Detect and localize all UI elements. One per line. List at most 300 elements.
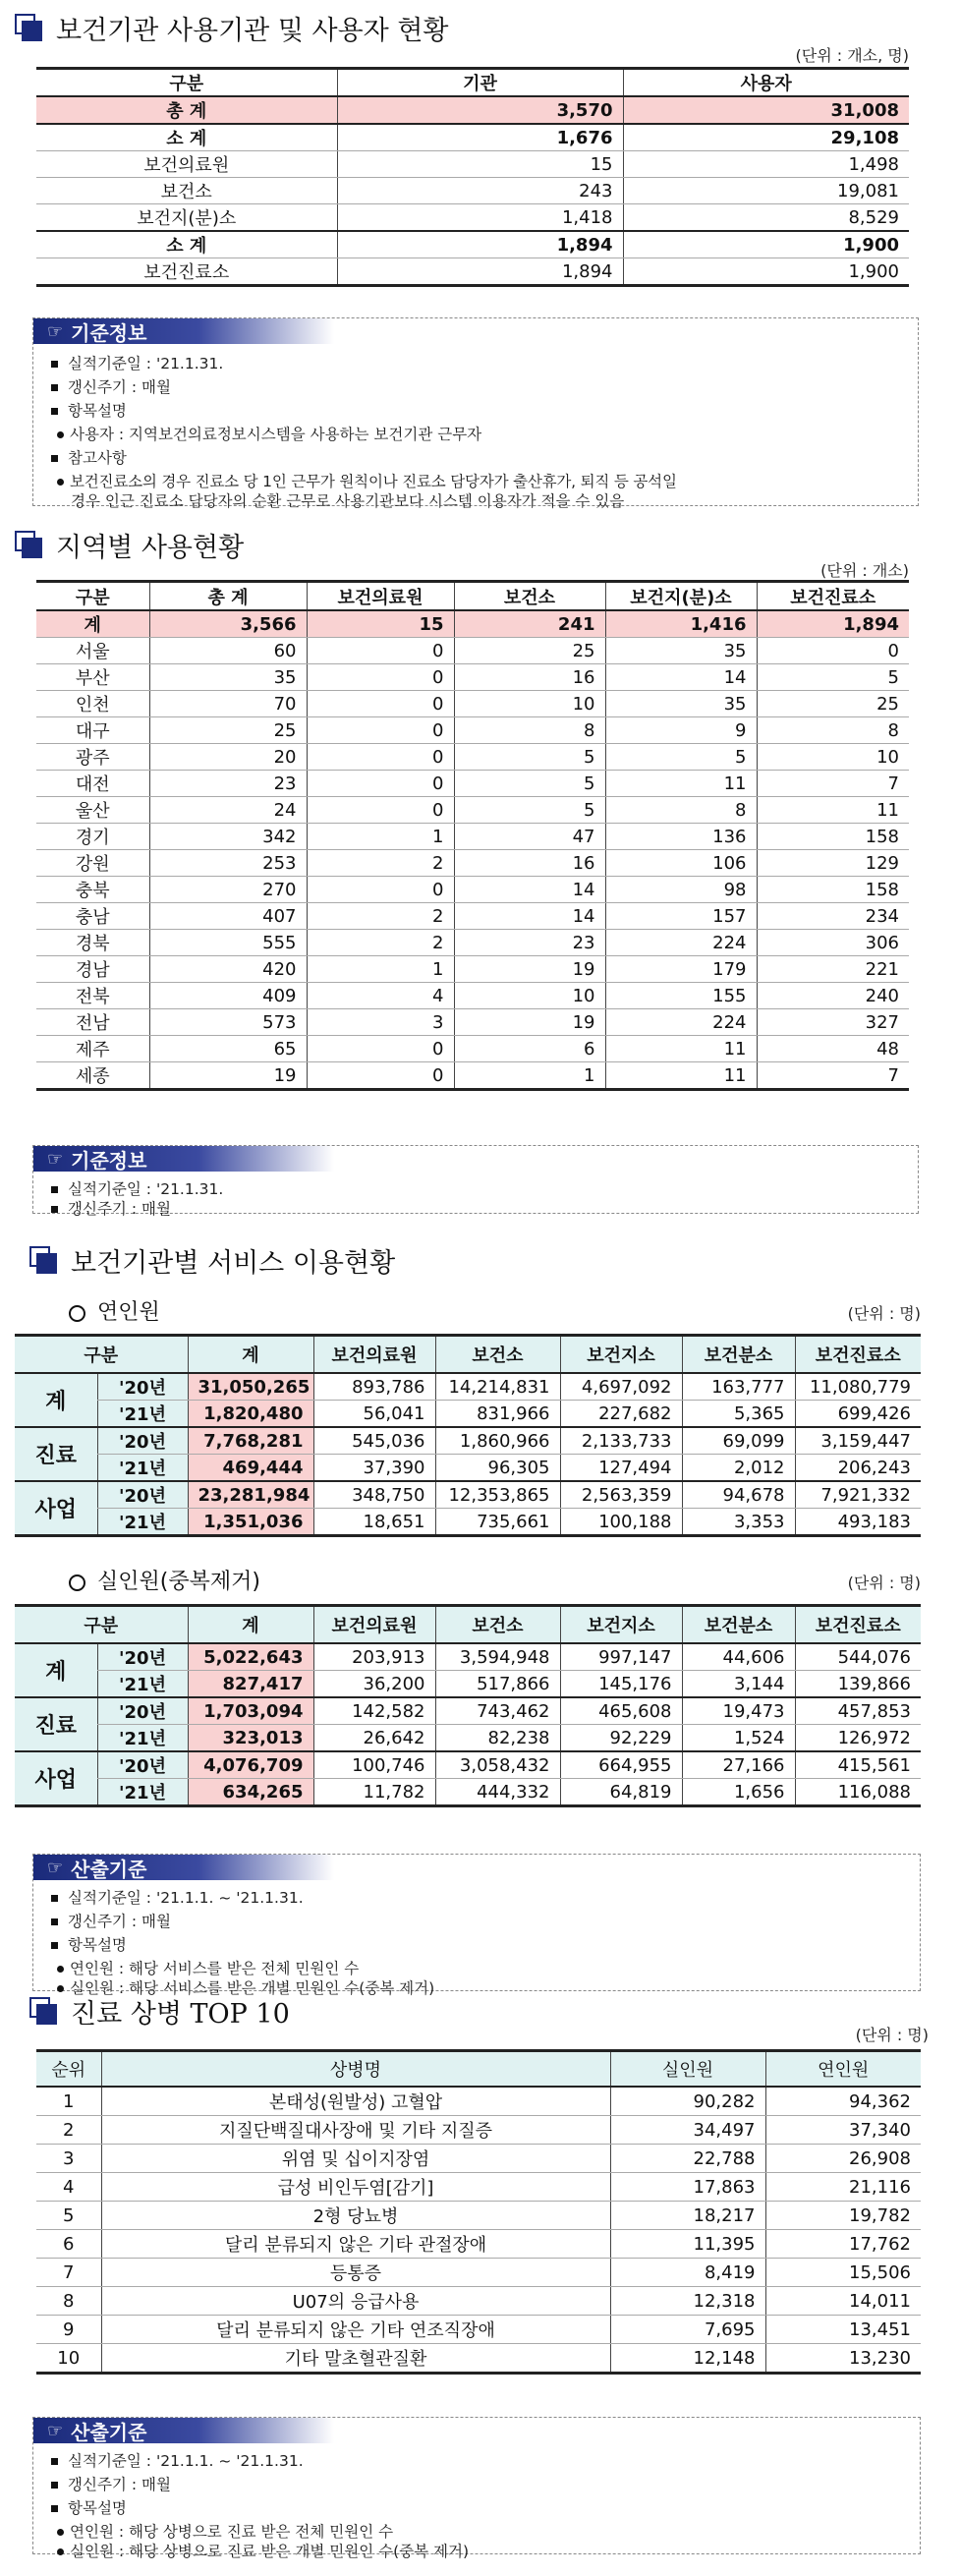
cell: 100,188	[560, 1509, 682, 1536]
cell: 0	[307, 771, 454, 797]
cell: 129	[757, 850, 909, 877]
cell: 12,318	[610, 2287, 765, 2316]
col-header: 보건소	[454, 582, 605, 611]
total-cell: 4,076,709	[188, 1751, 313, 1779]
cell: 158	[757, 877, 909, 903]
diagnosis-name: 등통증	[101, 2259, 610, 2287]
table-row	[36, 664, 909, 691]
service-usage-unique-table	[15, 1604, 921, 1807]
cell: 48	[757, 1036, 909, 1062]
year-label: '20년	[97, 1427, 188, 1455]
total-cell: 23,281,984	[188, 1481, 313, 1509]
year-label: '21년	[97, 1455, 188, 1482]
cell: 19	[454, 1009, 605, 1036]
cell: 2,133,733	[560, 1427, 682, 1455]
table-row	[15, 1481, 921, 1509]
cell: 92,229	[560, 1725, 682, 1752]
cell: 18,651	[313, 1509, 435, 1536]
unit-label: (단위 : 개소)	[820, 561, 909, 580]
cell: 139,866	[795, 1671, 921, 1698]
cell: 831,966	[435, 1401, 560, 1428]
cell: 1	[307, 824, 454, 850]
info-box-title: 기준정보	[71, 1148, 147, 1173]
cell: 11	[605, 1036, 757, 1062]
cell: 203,913	[313, 1643, 435, 1671]
col-header: 실인원	[610, 2051, 765, 2088]
cell: 116,088	[795, 1779, 921, 1806]
year-label: '21년	[97, 1779, 188, 1806]
cell: 2	[307, 930, 454, 956]
cell: 5,365	[682, 1401, 795, 1428]
circle-icon	[69, 1305, 85, 1322]
cell: 10	[454, 983, 605, 1009]
cell: 1,656	[682, 1779, 795, 1806]
cell: 12,353,865	[435, 1481, 560, 1509]
cell: 544,076	[795, 1643, 921, 1671]
cell: 735,661	[435, 1509, 560, 1536]
cell: 98	[605, 877, 757, 903]
table-row	[36, 824, 909, 850]
info-line: 실인원 : 해당 서비스를 받은 개별 민원인 수(중복 제거)	[57, 1976, 434, 1998]
cell: 23	[454, 930, 605, 956]
cell: 2,563,359	[560, 1481, 682, 1509]
row-label: 보건지(분)소	[36, 204, 337, 232]
cell: 664,955	[560, 1751, 682, 1779]
regional-usage-table	[36, 580, 909, 1091]
cell: 4	[307, 983, 454, 1009]
cell: 206,243	[795, 1455, 921, 1482]
cell: 3	[307, 1009, 454, 1036]
cell: 145,176	[560, 1671, 682, 1698]
col-header: 기관	[337, 69, 623, 97]
cell: 94,678	[682, 1481, 795, 1509]
cell: 19,081	[623, 178, 909, 204]
rank-cell: 4	[36, 2173, 101, 2202]
cell: 1,524	[682, 1725, 795, 1752]
cell: 3,144	[682, 1671, 795, 1698]
table-row	[36, 2173, 921, 2202]
cell: 82,238	[435, 1725, 560, 1752]
row-label: 총 계	[36, 96, 337, 124]
col-header: 계	[188, 1606, 313, 1644]
cell: 56,041	[313, 1401, 435, 1428]
col-header: 보건진료소	[795, 1336, 921, 1374]
total-cell: 1,820,480	[188, 1401, 313, 1428]
table-row	[36, 96, 909, 124]
info-box-header	[33, 318, 334, 344]
diagnosis-name: 위염 및 십이지장염	[101, 2145, 610, 2173]
cell: 11,782	[313, 1779, 435, 1806]
cell: 10	[454, 691, 605, 717]
table-row	[36, 2087, 921, 2116]
cell: 14	[454, 877, 605, 903]
cell: 1,498	[623, 151, 909, 178]
cell: 6	[454, 1036, 605, 1062]
row-label: 강원	[36, 850, 149, 877]
cell: 12,148	[610, 2344, 765, 2374]
col-header: 연인원	[765, 2051, 921, 2088]
cell: 9	[605, 717, 757, 744]
row-label: 전북	[36, 983, 149, 1009]
info-line: 항목설명	[51, 2496, 127, 2518]
table-row	[36, 1062, 909, 1090]
row-label: 소 계	[36, 231, 337, 258]
cell: 29,108	[623, 124, 909, 151]
table-row	[15, 1779, 921, 1806]
table-row	[36, 124, 909, 151]
unit-label: (단위 : 명)	[855, 2026, 929, 2044]
total-cell: 31,050,265	[188, 1373, 313, 1401]
table-header-row	[15, 1606, 921, 1644]
info-box-header	[33, 1855, 334, 1880]
diagnosis-name: 달리 분류되지 않은 기타 관절장애	[101, 2230, 610, 2259]
table-row	[36, 877, 909, 903]
row-label: 울산	[36, 797, 149, 824]
cell: 21,116	[765, 2173, 921, 2202]
cell: 2	[307, 850, 454, 877]
year-label: '20년	[97, 1697, 188, 1725]
cell: 5	[605, 744, 757, 771]
diagnosis-name: 지질단백질대사장애 및 기타 지질증	[101, 2116, 610, 2145]
col-header: 보건진료소	[757, 582, 909, 611]
table-row	[15, 1373, 921, 1401]
cell: 1,416	[605, 610, 757, 638]
cell: 37,390	[313, 1455, 435, 1482]
diagnosis-name: 본태성(원발성) 고혈압	[101, 2087, 610, 2116]
cell: 5	[454, 744, 605, 771]
section-marker-icon	[15, 14, 42, 41]
table-row	[36, 930, 909, 956]
col-header: 보건분소	[682, 1606, 795, 1644]
row-label: 제주	[36, 1036, 149, 1062]
cell: 11	[757, 797, 909, 824]
pointing-hand-icon: ☞	[47, 1857, 64, 1878]
table-row	[36, 2316, 921, 2344]
cell: 90,282	[610, 2087, 765, 2116]
table-row	[15, 1401, 921, 1428]
table-row	[36, 2259, 921, 2287]
table-row	[36, 956, 909, 983]
year-label: '20년	[97, 1481, 188, 1509]
cell: 743,462	[435, 1697, 560, 1725]
row-label: 부산	[36, 664, 149, 691]
cell: 3,058,432	[435, 1751, 560, 1779]
cell: 997,147	[560, 1643, 682, 1671]
info-box-title: 산출기준	[71, 2420, 147, 2444]
cell: 7,921,332	[795, 1481, 921, 1509]
total-cell: 1,351,036	[188, 1509, 313, 1536]
diagnosis-name: 2형 당뇨병	[101, 2202, 610, 2230]
table-row	[36, 2116, 921, 2145]
cell: 34,497	[610, 2116, 765, 2145]
cell: 5	[454, 771, 605, 797]
table-row	[36, 231, 909, 258]
col-header: 보건지소	[560, 1336, 682, 1374]
cell: 0	[307, 1062, 454, 1090]
cell: 1,894	[757, 610, 909, 638]
col-header: 보건지소	[560, 1606, 682, 1644]
cell: 8	[454, 717, 605, 744]
row-label: 보건소	[36, 178, 337, 204]
cell: 4,697,092	[560, 1373, 682, 1401]
group-label: 사업	[15, 1751, 97, 1806]
table-row	[36, 903, 909, 930]
cell: 22,788	[610, 2145, 765, 2173]
col-header: 총 계	[149, 582, 307, 611]
row-label: 광주	[36, 744, 149, 771]
section-title-2	[15, 525, 244, 564]
cell: 8	[605, 797, 757, 824]
cell: 3,566	[149, 610, 307, 638]
table-row	[15, 1455, 921, 1482]
rank-cell: 3	[36, 2145, 101, 2173]
cell: 243	[337, 178, 623, 204]
cell: 240	[757, 983, 909, 1009]
subtitle-silinwon: 실인원(중복제거)	[69, 1565, 260, 1595]
diagnosis-top10-body	[36, 2087, 921, 2374]
cell: 1,900	[623, 258, 909, 286]
cell: 19,473	[682, 1697, 795, 1725]
cell: 23	[149, 771, 307, 797]
year-label: '21년	[97, 1509, 188, 1536]
cell: 64,819	[560, 1779, 682, 1806]
diagnosis-name: 달리 분류되지 않은 기타 연조직장애	[101, 2316, 610, 2344]
cell: 136	[605, 824, 757, 850]
cell: 15	[337, 151, 623, 178]
section-title-text: 보건기관 사용기관 및 사용자 현황	[56, 15, 449, 46]
year-label: '20년	[97, 1751, 188, 1779]
cell: 0	[307, 877, 454, 903]
info-line: 연인원 : 해당 상병으로 진료 받은 전체 민원인 수	[57, 2520, 393, 2542]
table-row	[36, 151, 909, 178]
service-usage-total-body	[15, 1373, 921, 1536]
subtitle-yeoninwon: 연인원	[69, 1295, 160, 1326]
cell: 44,606	[682, 1643, 795, 1671]
cell: 342	[149, 824, 307, 850]
regional-usage-body	[36, 610, 909, 1090]
cell: 96,305	[435, 1455, 560, 1482]
cell: 25	[757, 691, 909, 717]
cell: 13,230	[765, 2344, 921, 2374]
col-header: 보건의료원	[313, 1336, 435, 1374]
table-row	[36, 204, 909, 232]
cell: 0	[307, 744, 454, 771]
info-line: 실적기준일 : '21.1.31.	[51, 352, 223, 373]
cell: 893,786	[313, 1373, 435, 1401]
row-label: 경기	[36, 824, 149, 850]
cell: 1,894	[337, 258, 623, 286]
unit-label: (단위 : 명)	[847, 1304, 921, 1323]
table-row	[15, 1697, 921, 1725]
cell: 26,642	[313, 1725, 435, 1752]
table-row	[36, 797, 909, 824]
cell: 36,200	[313, 1671, 435, 1698]
cell: 24	[149, 797, 307, 824]
info-line: 실인원 : 해당 상병으로 진료 받은 개별 민원인 수(중복 제거)	[57, 2540, 469, 2561]
total-cell: 323,013	[188, 1725, 313, 1752]
cell: 3,594,948	[435, 1643, 560, 1671]
table-row	[36, 638, 909, 664]
service-usage-unique-body	[15, 1643, 921, 1806]
total-cell: 469,444	[188, 1455, 313, 1482]
cell: 8,529	[623, 204, 909, 232]
table-row	[36, 983, 909, 1009]
col-header: 상병명	[101, 2051, 610, 2088]
table-row	[15, 1751, 921, 1779]
cell: 1,418	[337, 204, 623, 232]
cell: 14	[605, 664, 757, 691]
table-header-row	[36, 582, 909, 611]
table-header-row	[36, 2051, 921, 2088]
info-line: 사용자 : 지역보건의료정보시스템을 사용하는 보건기관 근무자	[57, 423, 481, 444]
cell: 7,695	[610, 2316, 765, 2344]
cell: 18,217	[610, 2202, 765, 2230]
cell: 17,762	[765, 2230, 921, 2259]
cell: 2,012	[682, 1455, 795, 1482]
row-label: 대구	[36, 717, 149, 744]
table-header-row	[36, 69, 909, 97]
table-row	[36, 258, 909, 286]
cell: 2	[307, 903, 454, 930]
table-row	[36, 1036, 909, 1062]
section-marker-icon	[29, 1997, 57, 2025]
row-label: 계	[36, 610, 149, 638]
col-header: 구분	[36, 582, 149, 611]
total-cell: 634,265	[188, 1779, 313, 1806]
cell: 221	[757, 956, 909, 983]
table-row	[36, 744, 909, 771]
group-label: 진료	[15, 1427, 97, 1481]
cell: 234	[757, 903, 909, 930]
unit-label: (단위 : 개소, 명)	[795, 46, 909, 65]
row-label: 충북	[36, 877, 149, 903]
col-header: 보건의료원	[307, 582, 454, 611]
cell: 270	[149, 877, 307, 903]
info-box-title: 기준정보	[71, 320, 147, 345]
cell: 348,750	[313, 1481, 435, 1509]
cell: 65	[149, 1036, 307, 1062]
year-label: '21년	[97, 1401, 188, 1428]
cell: 70	[149, 691, 307, 717]
table-row	[36, 2145, 921, 2173]
cell: 0	[307, 1036, 454, 1062]
cell: 327	[757, 1009, 909, 1036]
cell: 224	[605, 930, 757, 956]
cell: 7	[757, 1062, 909, 1090]
col-header: 순위	[36, 2051, 101, 2088]
cell: 0	[307, 717, 454, 744]
row-label: 보건의료원	[36, 151, 337, 178]
cell: 545,036	[313, 1427, 435, 1455]
info-box-title: 산출기준	[71, 1857, 147, 1881]
info-box-4	[32, 2417, 921, 2560]
cell: 25	[454, 638, 605, 664]
row-label: 서울	[36, 638, 149, 664]
year-label: '20년	[97, 1373, 188, 1401]
info-line: 연인원 : 해당 서비스를 받은 전체 민원인 수	[57, 1957, 359, 1978]
cell: 409	[149, 983, 307, 1009]
pointing-hand-icon: ☞	[47, 320, 64, 342]
cell: 14,011	[765, 2287, 921, 2316]
group-label: 진료	[15, 1697, 97, 1751]
cell: 1,894	[337, 231, 623, 258]
cell: 0	[307, 797, 454, 824]
pointing-hand-icon: ☞	[47, 1148, 64, 1170]
table-row	[36, 2202, 921, 2230]
cell: 1,860,966	[435, 1427, 560, 1455]
info-line: 경우 인근 진료소 담당자의 순환 근무로 사용기관보다 시스템 이용자가 적을 수 있음	[71, 492, 625, 510]
cell: 26,908	[765, 2145, 921, 2173]
unit-label: (단위 : 명)	[847, 1574, 921, 1592]
table-row	[36, 610, 909, 638]
cell: 100,746	[313, 1751, 435, 1779]
col-header: 보건지(분)소	[605, 582, 757, 611]
cell: 1,676	[337, 124, 623, 151]
cell: 457,853	[795, 1697, 921, 1725]
cell: 11	[605, 771, 757, 797]
section-title-text: 지역별 사용현황	[56, 532, 245, 563]
cell: 555	[149, 930, 307, 956]
info-line: 항목설명	[51, 1933, 127, 1955]
col-header: 계	[188, 1336, 313, 1374]
cell: 126,972	[795, 1725, 921, 1752]
table-row	[15, 1509, 921, 1536]
cell: 106	[605, 850, 757, 877]
cell: 47	[454, 824, 605, 850]
rank-cell: 7	[36, 2259, 101, 2287]
cell: 14	[454, 903, 605, 930]
rank-cell: 1	[36, 2087, 101, 2116]
cell: 10	[757, 744, 909, 771]
section-title-text: 진료 상병 TOP 10	[71, 1998, 290, 2030]
cell: 699,426	[795, 1401, 921, 1428]
info-line: 갱신주기 : 매월	[51, 2473, 171, 2494]
cell: 11,395	[610, 2230, 765, 2259]
row-label: 경북	[36, 930, 149, 956]
year-label: '21년	[97, 1725, 188, 1752]
col-header: 구분	[15, 1336, 188, 1374]
cell: 16	[454, 664, 605, 691]
year-label: '21년	[97, 1671, 188, 1698]
info-box-2	[32, 1145, 919, 1218]
cell: 407	[149, 903, 307, 930]
col-header: 사용자	[623, 69, 909, 97]
cell: 11	[605, 1062, 757, 1090]
info-line: 항목설명	[51, 399, 127, 421]
cell: 19	[149, 1062, 307, 1090]
cell: 19	[454, 956, 605, 983]
cell: 1	[307, 956, 454, 983]
table-row	[15, 1725, 921, 1752]
diagnosis-name: U07의 응급사용	[101, 2287, 610, 2316]
info-line: 실적기준일 : '21.1.31.	[51, 1177, 223, 1199]
year-label: '20년	[97, 1643, 188, 1671]
cell: 444,332	[435, 1779, 560, 1806]
cell: 5	[454, 797, 605, 824]
cell: 0	[307, 664, 454, 691]
row-label: 인천	[36, 691, 149, 717]
table-row	[36, 771, 909, 797]
info-line: 참고사항	[51, 446, 127, 468]
cell: 0	[307, 691, 454, 717]
info-box-header	[33, 2418, 334, 2443]
cell: 94,362	[765, 2087, 921, 2116]
rank-cell: 6	[36, 2230, 101, 2259]
cell: 37,340	[765, 2116, 921, 2145]
info-line: 보건진료소의 경우 진료소 당 1인 근무가 원칙이나 진료소 담당자가 출산휴가, 퇴직 등 공석일	[57, 470, 677, 491]
cell: 20	[149, 744, 307, 771]
row-label: 경남	[36, 956, 149, 983]
